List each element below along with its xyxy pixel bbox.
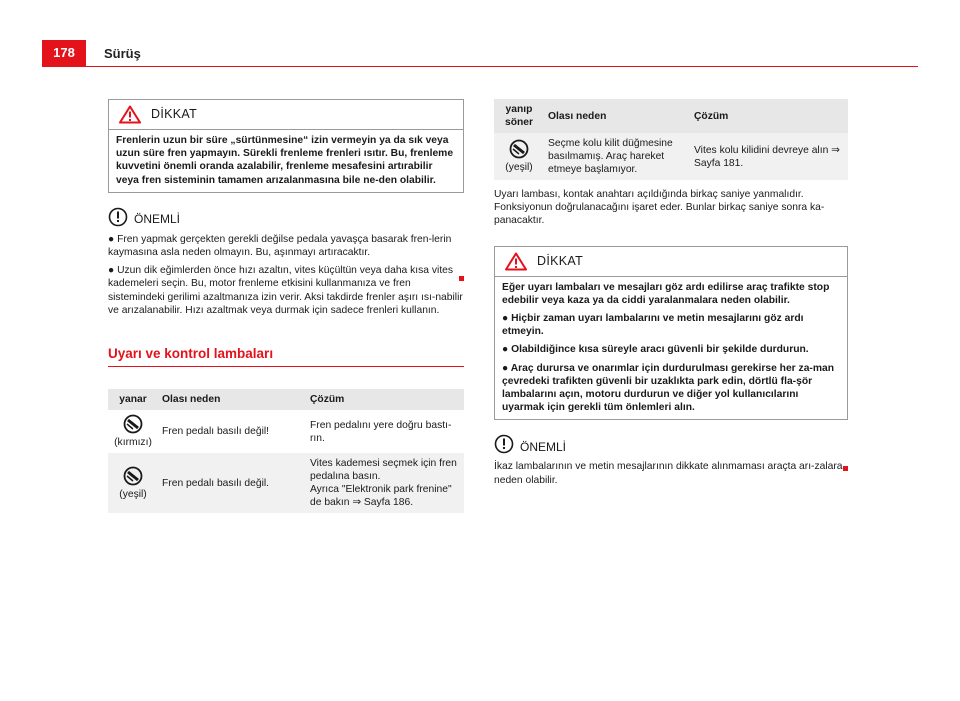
warning-box (108, 99, 464, 193)
lamp-table (108, 389, 464, 513)
table-header-row (108, 389, 464, 410)
table-row (108, 410, 464, 453)
note-title: ÖNEMLİ (520, 439, 567, 454)
color-label: (kırmızı) (114, 437, 152, 449)
end-marker (843, 466, 848, 471)
exclamation-circle-icon (108, 207, 128, 227)
warning-triangle-icon (119, 105, 141, 124)
warning-header (495, 247, 847, 277)
warning-item: Eğer uyarı lambaları ve mesajları göz ardı edilirse araç trafikte stop edebilir veya kaza ya da ciddi yaralanmalara neden olabilir. (502, 281, 830, 306)
brake-pedal-icon (121, 414, 145, 434)
table-row (108, 453, 464, 513)
warning-box (494, 246, 848, 421)
table-cell-solution: Fren pedalını yere doğru bastı-rın. (310, 419, 452, 444)
left-column (108, 99, 464, 513)
brake-pedal-icon (507, 139, 531, 159)
body-paragraph: Uyarı lambası, kontak anahtarı açıldığında birkaç saniye yanmalıdır. Fonksiyonun doğrulanacağını işaret eder. Bunlar birkaç saniye sonra ka-panacaktır. (494, 189, 825, 227)
table-cell-cause: Seçme kolu kilit düğmesine basılmamış. Araç hareket etmeye başlamıyor. (544, 133, 690, 180)
table-header-cell: Çözüm (690, 99, 848, 133)
table-cell-cause: Fren pedalı basılı değil. (158, 453, 306, 513)
page-number: 178 (42, 40, 86, 66)
warning-title: DİKKAT (537, 253, 584, 268)
note-item: ● Fren yapmak gerçekten gerekli değilse pedala yavaşça basarak fren-lerin kaymasına asla neden olmayın. Bu, aşınmayı artıracaktır. (108, 233, 452, 259)
table-header-cell: yanıp söner (494, 99, 544, 133)
table-row (494, 133, 848, 180)
warning-item: ● Hiçbir zaman uyarı lambalarını ve metin mesajlarını göz ardı etmeyin. (502, 313, 804, 338)
note-text: İkaz lambalarının ve metin mesajlarının dikkate alınmaması araçta arı-zalara neden olabilir. (494, 460, 848, 486)
table-header-cell: yanar (108, 389, 158, 410)
table-cell-cause: Fren pedalı basılı değil! (162, 426, 270, 438)
table-cell-solution: Vites kademesi seçmek için fren pedalına basın. Ayrıca "Elektronik park frenine" de bakın ⇒ Sayfa 186. (306, 453, 464, 513)
table-header-cell: Çözüm (306, 389, 464, 410)
brake-pedal-icon (121, 466, 145, 486)
note-title: ÖNEMLİ (134, 212, 181, 227)
warning-header (109, 100, 463, 130)
warning-text: Frenlerin uzun bir süre „sürtünmesine“ izin vermeyin ya da sık veya uzun süre fren yapmayın. Sürekli frenleme frenleri ısıtır. Bu, frenleme kuvvetini önemli oranda azalabilir, frenleme mesafesini artırabilir veya fren sisteminin tamamen arızalanmasına bile ne-den olabilir. (116, 135, 454, 186)
note-block (494, 434, 848, 486)
note-block (108, 207, 464, 317)
right-column (494, 99, 848, 492)
table-header-cell: Olası neden (158, 389, 306, 410)
section-title-header: Sürüş (104, 46, 141, 61)
warning-item: ● Araç durursa ve onarımlar için durdurulması gerekirse her za-man çevredeki trafikten güvenli bir uzaklıkta park edin, dörtlü fla-şör lambalarını açın, motoru durdurun ve diğer yol kullanıcılarını uyarmak için gerekli tüm önlemleri alın. (502, 362, 835, 414)
color-label: (yeşil) (505, 162, 533, 173)
exclamation-circle-icon (494, 434, 514, 454)
section-heading: Uyarı ve kontrol lambaları (108, 347, 464, 367)
color-label: (yeşil) (119, 488, 147, 500)
flash-table (494, 99, 848, 180)
table-header-row (494, 99, 848, 133)
table-header-cell: Olası neden (544, 99, 690, 133)
end-marker (459, 276, 464, 281)
table-cell-solution: Vites kolu kilidini devreye alın ⇒ Sayfa 181. (690, 133, 848, 180)
header-divider (42, 66, 918, 67)
warning-title: DİKKAT (151, 106, 198, 121)
warning-item: ● Olabildiğince kısa süreyle aracı güvenli bir şekilde durdurun. (502, 344, 809, 356)
note-item: ● Uzun dik eğimlerden önce hızı azaltın, vites küçültün veya daha kısa vites kademeleri seçin. Bu, motor frenleme etkisini kullanmanıza ve fren sistemindeki gerilimi azaltmanıza izin verir. Aksi takdirde frenler aşırı ısı-nabilir ve arızalanabilir. Hızı azaltmak veya durmak için sadece frenleri kullanın. (108, 265, 463, 316)
warning-triangle-icon (505, 252, 527, 271)
